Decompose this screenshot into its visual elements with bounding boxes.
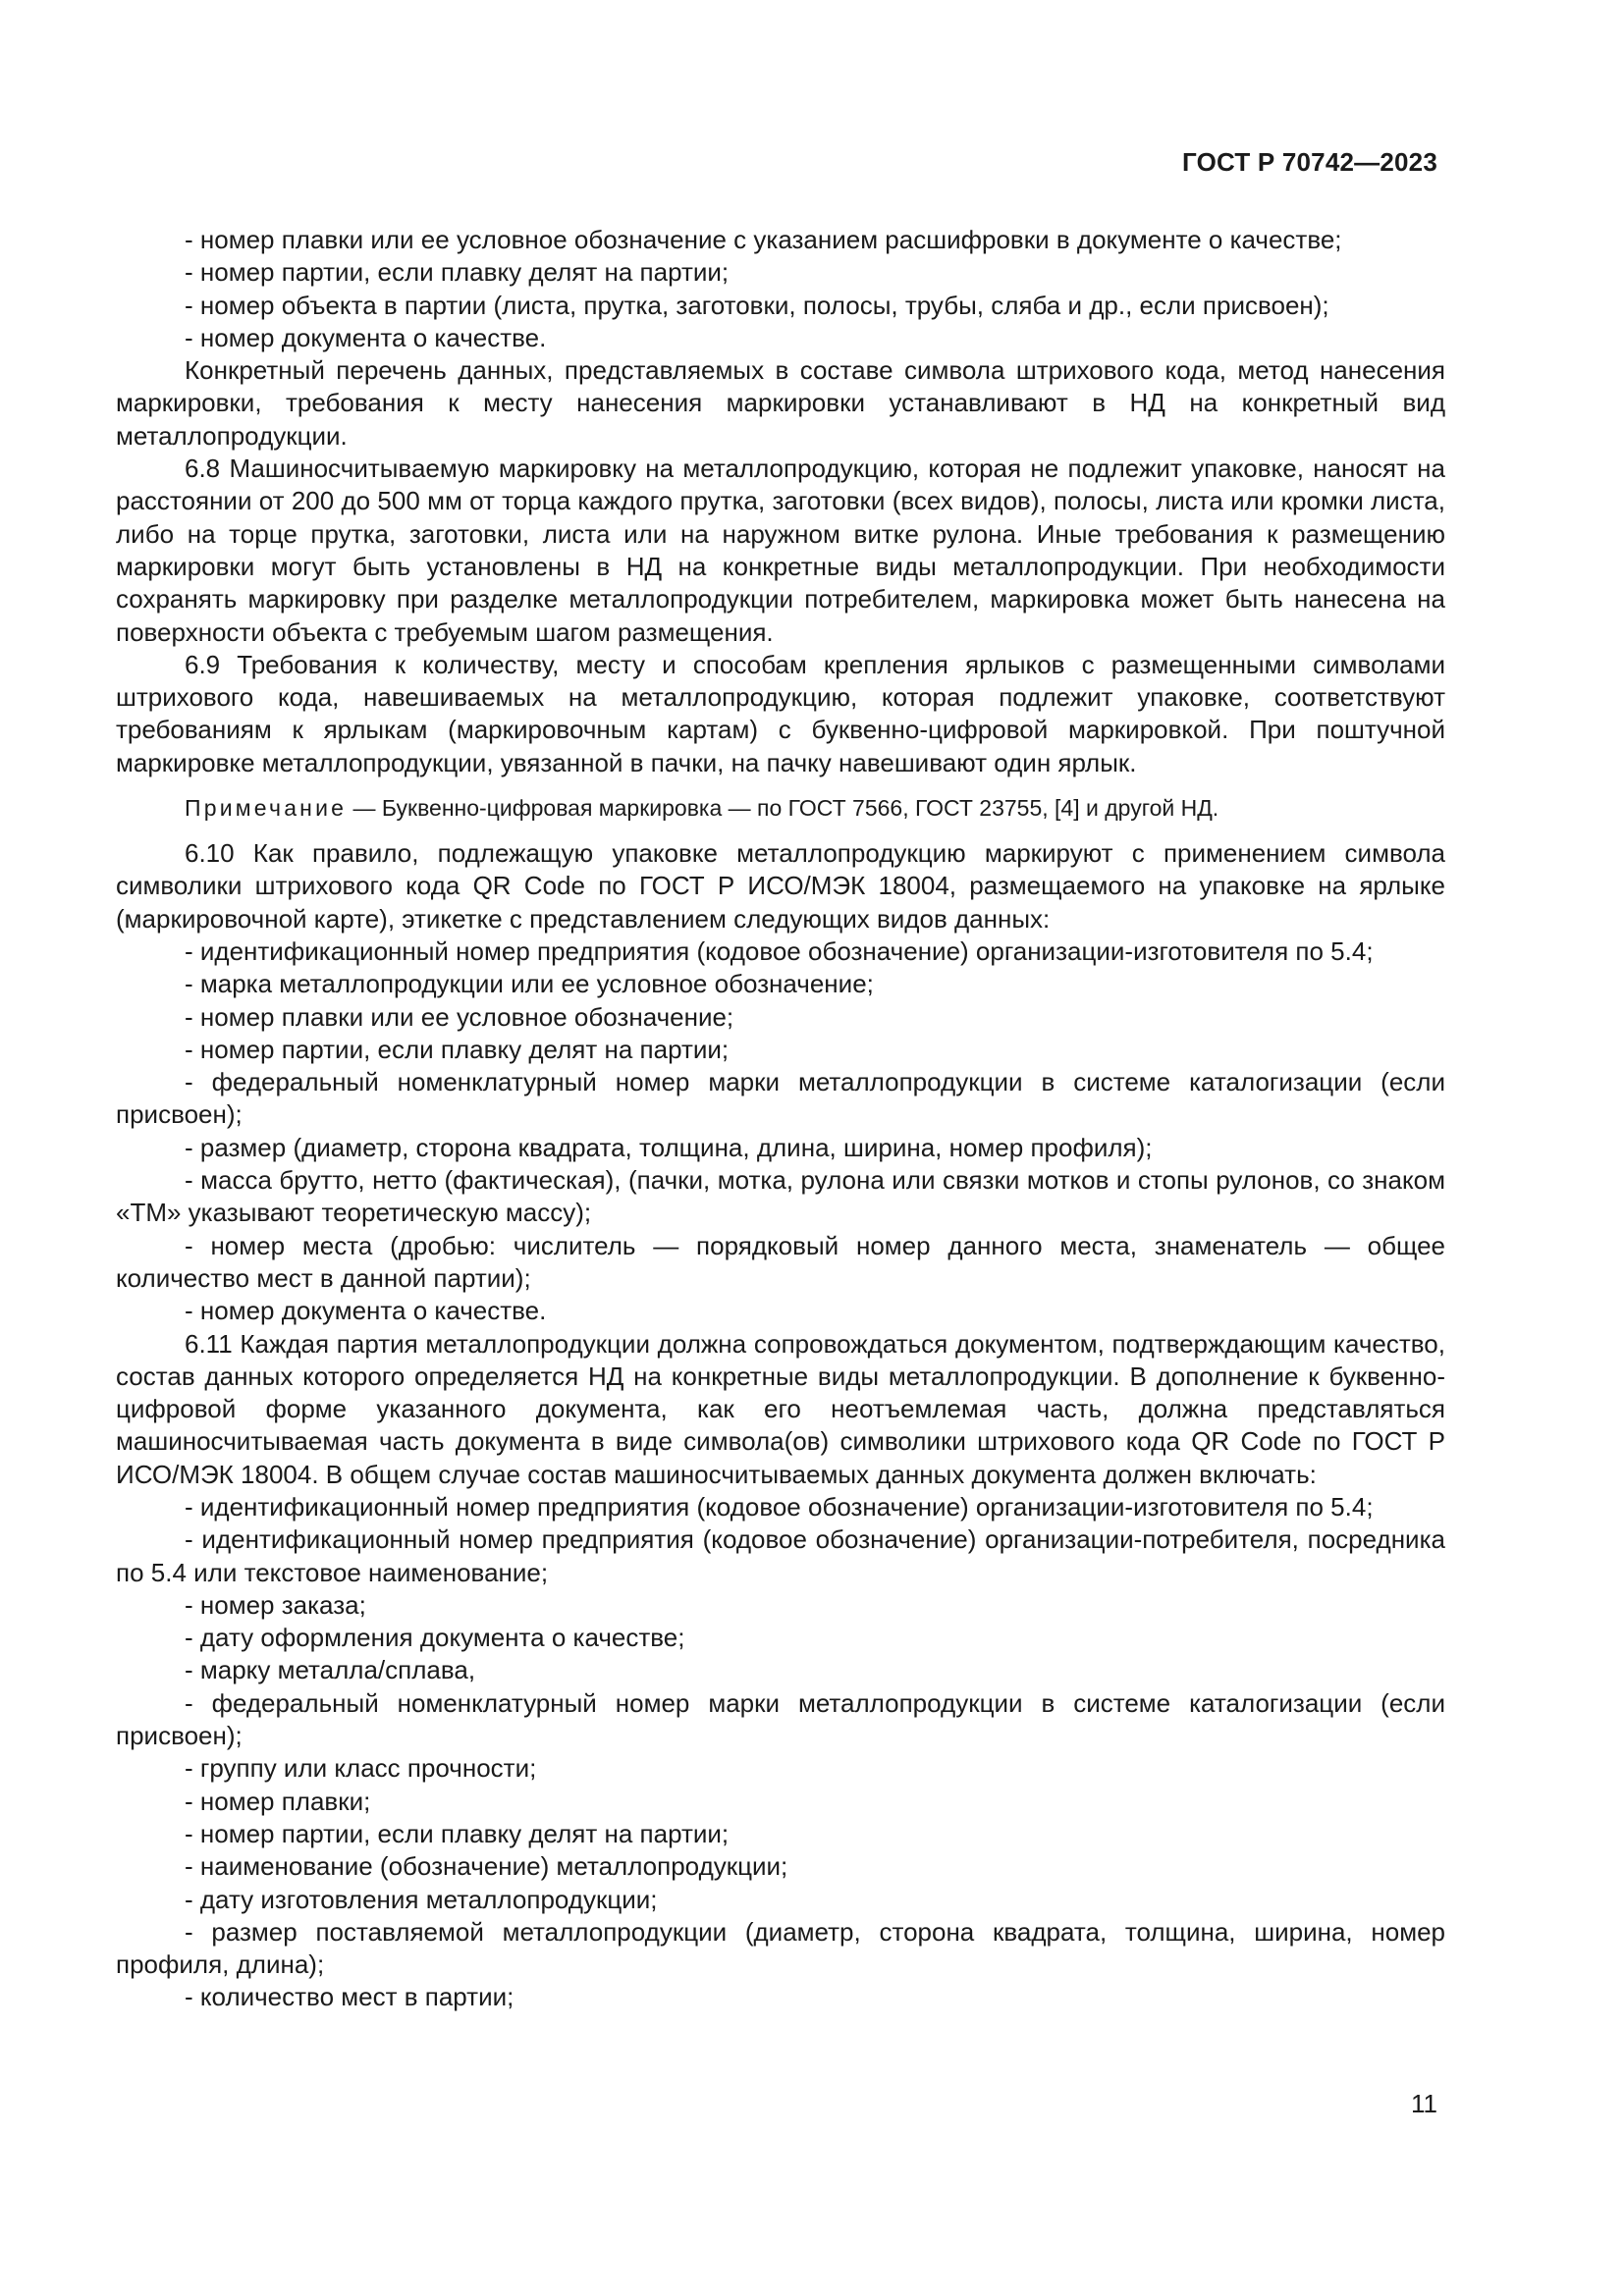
list-item: - масса брутто, нетто (фактическая), (пачки, мотка, рулона или связки мотков и стопы рулонов, со знаком «ТМ» указывают теоретическую массу); — [116, 1165, 1445, 1228]
document-code-header: ГОСТ Р 70742—2023 — [1182, 147, 1437, 177]
list-item: - дату изготовления металлопродукции; — [185, 1884, 658, 1914]
list-item: - группу или класс прочности; — [185, 1753, 537, 1784]
paragraph-6-9: 6.9 Требования к количеству, месту и способам крепления ярлыков с размещенными символами штрихового кода, навешиваемых на металлопродукцию, которая подлежит упаковке, соответствуют требованиям к ярлыкам (маркировочным картам) с буквенно-цифровой маркировкой. При поштучной маркировке металлопродукции, увязанной в пачки, на пачку навешивают один ярлык. — [116, 649, 1445, 777]
note-text: — Буквенно-цифровая маркировка — по ГОСТ 7566, ГОСТ 23755, [4] и другой НД. — [347, 795, 1219, 822]
list-item: - номер плавки или ее условное обозначение с указанием расшифровки в документе о качестве; — [185, 225, 1342, 254]
document-body — [116, 224, 1445, 2014]
list-item: - номер плавки; — [185, 1786, 371, 1816]
list-item: - номер объекта в партии (листа, прутка, заготовки, полосы, трубы, сляба и др., если присвоен); — [185, 290, 1329, 320]
list-item: - дату оформления документа о качестве; — [185, 1623, 685, 1653]
paragraph: Конкретный перечень данных, представляемых в составе символа штрихового кода, метод нанесения маркировки, требования к месту нанесения маркировки устанавливают в НД на конкретный вид металлопродукции. — [116, 355, 1445, 451]
list-item: - идентификационный номер предприятия (кодовое обозначение) организации-изготовителя по 5.4; — [185, 935, 1374, 966]
list-item: - марка металлопродукции или ее условное обозначение; — [185, 969, 874, 999]
list-item: - номер партии, если плавку делят на партии; — [185, 257, 730, 288]
page-number: 11 — [1411, 2089, 1437, 2118]
list-item: - федеральный номенклатурный номер марки металлопродукции в системе каталогизации (если присвоен); — [116, 1687, 1445, 1751]
list-item: - номер заказа; — [185, 1589, 366, 1620]
list-item: - идентификационный номер предприятия (кодовое обозначение) организации-изготовителя по 5.4; — [185, 1491, 1374, 1522]
note-label: Примечание — [185, 795, 348, 822]
list-item: - федеральный номенклатурный номер марки металлопродукции в системе каталогизации (если присвоен); — [116, 1067, 1445, 1130]
paragraph-6-8: 6.8 Машиносчитываемую маркировку на металлопродукцию, которая не подлежит упаковке, наносят на расстоянии от 200 до 500 мм от торца каждого прутка, заготовки (всех видов), полосы, листа или кромки листа, либо на торце прутка, заготовки, листа или на наружном витке рулона. Иные требования к размещению маркировки могут быть установлены в НД на конкретные виды металлопродукции. При необходимости сохранять маркировку при разделке металлопродукции потребителем, маркировка может быть нанесена на поверхности объекта с требуемым шагом размещения. — [116, 454, 1445, 647]
list-item: - размер (диаметр, сторона квадрата, толщина, длина, ширина, номер профиля); — [185, 1132, 1153, 1162]
note — [116, 793, 1445, 823]
list-item: - номер партии, если плавку делят на партии; — [185, 1818, 730, 1848]
list-item: - идентификационный номер предприятия (кодовое обозначение) организации-потребителя, посредника по 5.4 или текстовое наименование; — [116, 1524, 1445, 1587]
list-item: - номер документа о качестве. — [185, 322, 547, 352]
paragraph-6-10: 6.10 Как правило, подлежащую упаковке металлопродукцию маркируют с применением символа символики штрихового кода QR Code по ГОСТ Р ИСО/МЭК 18004, размещаемого на упаковке на ярлыке (маркировочной карте), этикетке с представлением следующих видов данных: — [116, 838, 1445, 934]
list-item: - размер поставляемой металлопродукции (диаметр, сторона квадрата, толщина, ширина, номер профиля, длина); — [116, 1916, 1445, 1980]
list-item: - номер партии, если плавку делят на партии; — [185, 1034, 730, 1064]
list-item: - номер места (дробью: числитель — порядковый номер данного места, знаменатель — общее количество мест в данной партии); — [116, 1230, 1445, 1293]
list-item: - номер плавки или ее условное обозначение; — [185, 1001, 734, 1032]
list-item: - наименование (обозначение) металлопродукции; — [185, 1851, 788, 1882]
list-item: - количество мест в партии; — [185, 1982, 514, 2012]
list-item: - номер документа о качестве. — [185, 1296, 547, 1326]
paragraph-6-11: 6.11 Каждая партия металлопродукции должна сопровождаться документом, подтверждающим качество, состав данных которого определяется НД на конкретные виды металлопродукции. В дополнение к буквенно-цифровой форме указанного документа, как его неотъемлемая часть, должна представляться машиносчитываемая часть документа в виде символа(ов) символики штрихового кода QR Code по ГОСТ Р ИСО/МЭК 18004. В общем случае состав машиносчитываемых данных документа должен включать: — [116, 1328, 1445, 1489]
list-item: - марку металла/сплава, — [185, 1655, 476, 1685]
